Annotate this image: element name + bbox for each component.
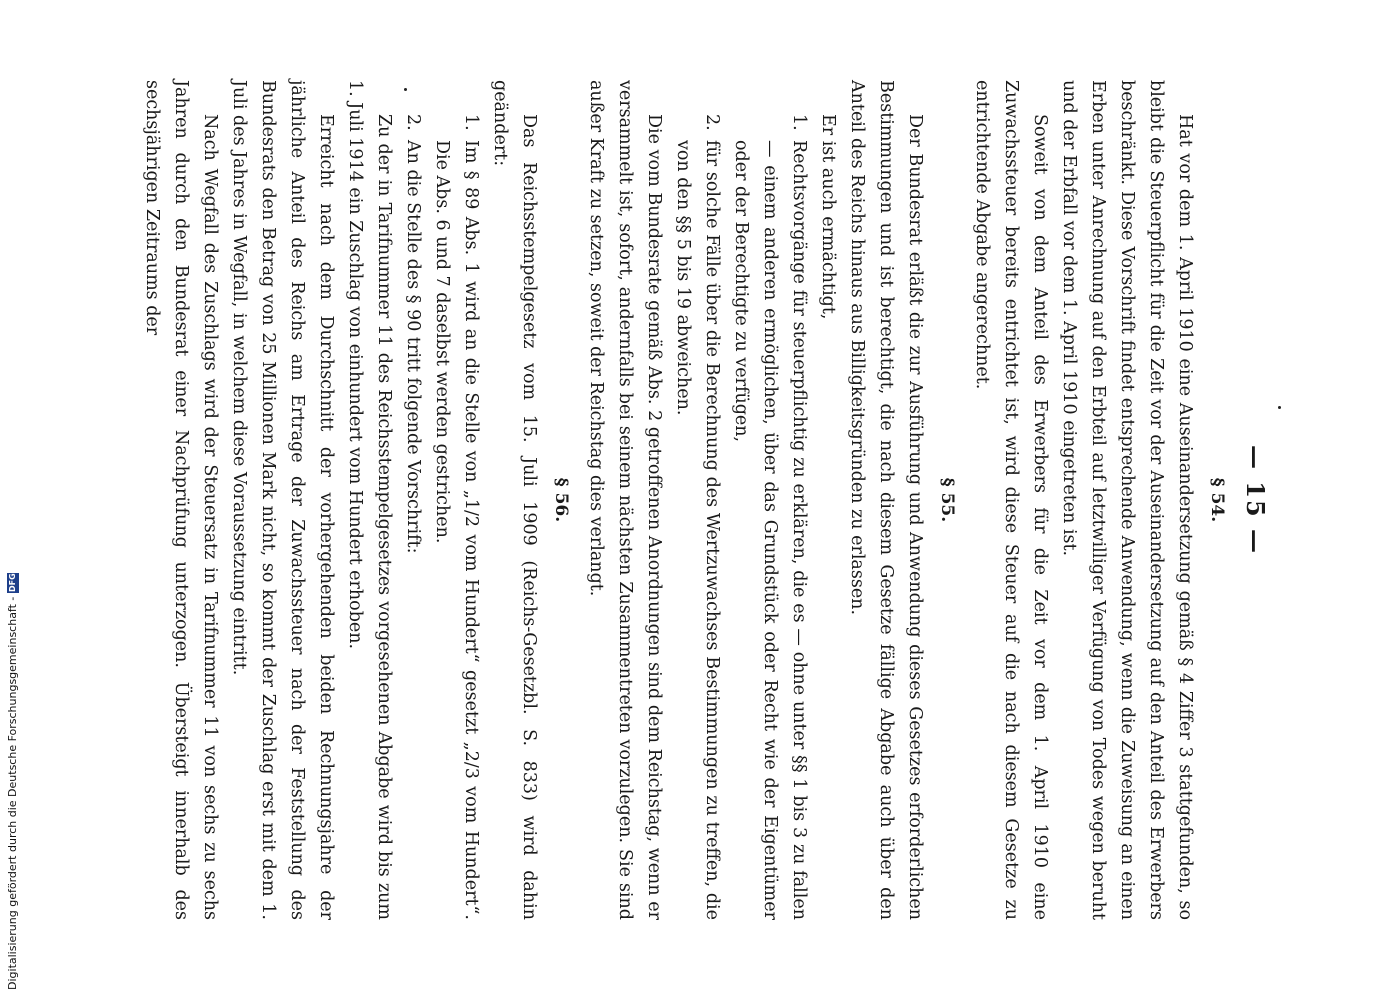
paragraph: Hat vor dem 1. April 1910 eine Auseinandersetzung gemäß § 4 Ziffer 3 stattgefunden, so bleibt die Steuerpflicht für die Zeit vor der Auseinandersetzung auf den Anteil des Erwerbers beschränkt. Diese Vorschrift findet entsprechende Anwendung, wenn die Zuweisung an einen Erben unter Anrechnung auf den Erbteil auf letztwilliger Verfügung von Todes wegen beruht und der Erbfall vor dem 1. April 1910 eingetreten ist. — [1059, 80, 1195, 920]
list-item-text: für solche Fälle über die Berechnung des Wertzuwachses Bestimmungen zu treffen, die von den §§ 5 bis 19 abweichen. — [673, 140, 722, 920]
paragraph: Er ist auch ermächtigt, — [818, 114, 838, 320]
list-item — [398, 114, 427, 920]
dfg-logo: DFG — [7, 573, 17, 592]
paragraph: Nach Wegfall des Zuschlags wird der Steuersatz in Tarifnummer 11 von sechs zu sechs Jahren durch den Bundesrat einer Nachprüfung unterzogen. Übersteigt innerhalb des sechsjährigen Zeitraums der — [142, 80, 220, 920]
section-heading-54: § 54. — [1207, 477, 1227, 523]
list-item — [427, 114, 485, 920]
paragraph: Die vom Bundesrate gemäß Abs. 2 getroffenen Anordnungen sind dem Reichstag, wenn er versammelt ist, sofort, andernfalls bei seinem nächsten Zusammentreten vorzulegen. Sie sind außer Kraft zu setzen, soweit der Reichstag dies verlangt. — [586, 80, 664, 920]
scan-speck — [1278, 406, 1281, 409]
page-number: — 15 — — [1241, 444, 1270, 556]
digitization-credit — [6, 573, 19, 990]
list-item-text: An die Stelle des § 90 tritt folgende Vorschrift: — [403, 140, 423, 554]
list-item — [726, 114, 813, 920]
credit-text: Digitalisierung gefördert durch die Deutsche Forschungsgemeinschaft - — [6, 596, 19, 990]
list-item-text: Rechtsvorgänge für steuerpflichtig zu erklären, die es — ohne unter §§ 1 bis 3 zu fallen — einem anderen ermöglichen, über das Grundstück oder Recht wie der Eigentümer oder der Berechtigte zu verfügen, — [731, 140, 809, 920]
paragraph: Das Reichsstempelgesetz vom 15. Juli 1909 (Reichs-Gesetzbl. S. 833) wird dahin geändert: — [490, 80, 539, 920]
numbered-list — [398, 80, 485, 920]
list-number: 2. — [702, 114, 722, 131]
list-item — [668, 114, 726, 920]
paragraph: Zu der in Tarifnummer 11 des Reichsstempelgesetzes vorgesehenen Abgabe wird bis zum 1. Juli 1914 ein Zuschlag von einhundert vom Hundert erhoben. — [345, 80, 394, 920]
list-number: 1. — [461, 114, 481, 131]
list-number: 2. — [403, 114, 423, 131]
scan-speck — [404, 88, 407, 91]
section-heading-56: § 56. — [551, 477, 571, 523]
list-number: 1. — [789, 114, 809, 131]
document-page — [110, 80, 1270, 920]
paragraph: Soweit von dem Anteil des Erwerbers für die Zeit vor dem 1. April 1910 eine Zuwachssteuer bereits entrichtet ist, wird diese Steuer auf die nach diesem Gesetze zu entrichtende Abgabe angerechnet. — [972, 80, 1050, 920]
paragraph: Erreicht nach dem Durchschnitt der vorhergehenden beiden Rechnungsjahre der jährliche Anteil des Reichs am Ertrage der Zuwachssteuer nach der Feststellung des Bundesrats den Betrag von 25 Millionen Mark nicht, so kommt der Zuschlag erst mit dem 1. Juli des Jahres in Wegfall, in welchem diese Voraussetzung eintritt. — [229, 80, 336, 920]
section-heading-55: § 55. — [937, 477, 957, 523]
paragraph: Der Bundesrat erläßt die zur Ausführung und Anwendung dieses Gesetzes erforderlichen Bestimmungen und ist berechtigt, die nach diesem Gesetze fällige Abgabe auch über den Anteil des Reichs hinaus aus Billigkeitsgründen zu erlassen. — [847, 80, 925, 920]
numbered-list — [668, 80, 813, 920]
list-item-text: Im § 89 Abs. 1 wird an die Stelle von „1/2 vom Hundert“ gesetzt „2/3 vom Hundert“. Die Abs. 6 und 7 daselbst werden gestrichen. — [432, 140, 481, 920]
